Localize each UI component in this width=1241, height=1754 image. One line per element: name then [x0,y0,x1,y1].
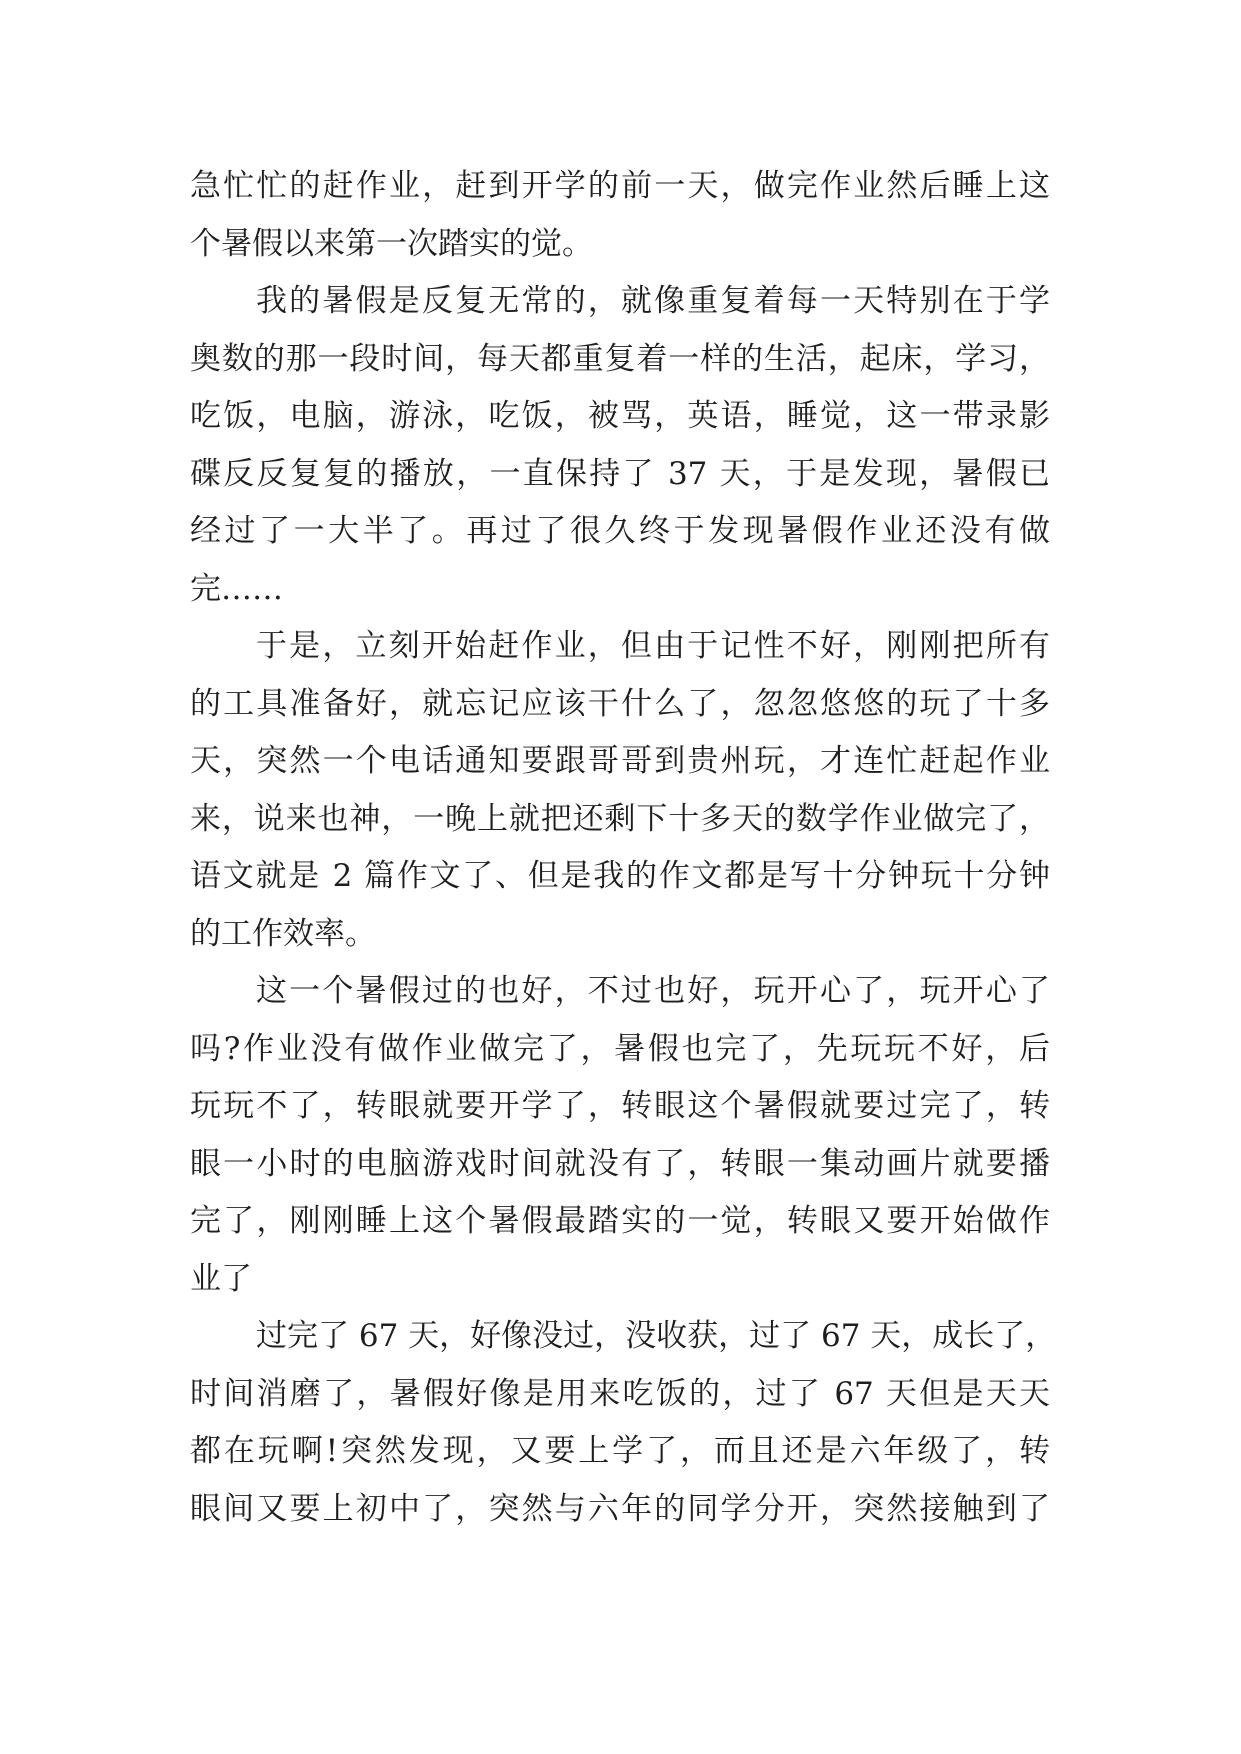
text-line: 个暑假以来第一次踏实的觉。 [190,225,593,262]
text-line: 语文就是 2 篇作文了、但是我的作文都是写十分钟玩十分钟 [190,858,1050,894]
text-line: 我的暑假是反复无常的，就像重复着每一天特别在于学 [256,283,1050,319]
text-line: 的工作效率。 [190,915,376,952]
text-line: 这一个暑假过的也好，不过也好，玩开心了，玩开心了 [256,973,1050,1009]
text-line: 业了 [190,1260,252,1297]
text-line: 来，说来也神，一晚上就把还剩下十多天的数学作业做完了， [190,800,1050,837]
text-line: 吗?作业没有做作业做完了，暑假也完了，先玩玩不好，后 [190,1030,1050,1067]
text-line: 的工具准备好，就忘记应该干什么了，忽忽悠悠的玩了十多 [190,685,1050,722]
text-line: 时间消磨了，暑假好像是用来吃饭的，过了 67 天但是天天 [190,1375,1050,1412]
text-line: 过完了 67 天，好像没过，没收获，过了 67 天，成长了， [256,1318,1057,1354]
text-line: 玩玩不了，转眼就要开学了，转眼这个暑假就要过完了，转 [190,1088,1050,1124]
text-line: 天，突然一个电话通知要跟哥哥到贵州玩，才连忙赶起作业 [190,743,1050,779]
text-line: 都在玩啊!突然发现，又要上学了，而且还是六年级了，转 [190,1433,1050,1469]
text-line: 奥数的那一段时间，每天都重复着一样的生活，起床，学习， [190,340,1050,377]
text-line: 完…… [190,570,283,607]
text-line: 吃饭，电脑，游泳，吃饭，被骂，英语，睡觉，这一带录影 [190,398,1050,434]
text-line: 经过了一大半了。再过了很久终于发现暑假作业还没有做 [190,513,1050,549]
text-line: 眼一小时的电脑游戏时间就没有了，转眼一集动画片就要播 [190,1145,1050,1182]
text-line: 碟反反复复的播放，一直保持了 37 天，于是发现，暑假已 [190,455,1050,492]
text-line: 完了，刚刚睡上这个暑假最踏实的一觉，转眼又要开始做作 [190,1203,1050,1239]
text-line: 急忙忙的赶作业，赶到开学的前一天，做完作业然后睡上这 [190,168,1050,204]
essay-text [190,158,1057,1538]
text-line: 于是，立刻开始赶作业，但由于记性不好，刚刚把所有 [256,628,1050,664]
text-line: 眼间又要上初中了，突然与六年的同学分开，突然接触到了 [190,1490,1050,1527]
